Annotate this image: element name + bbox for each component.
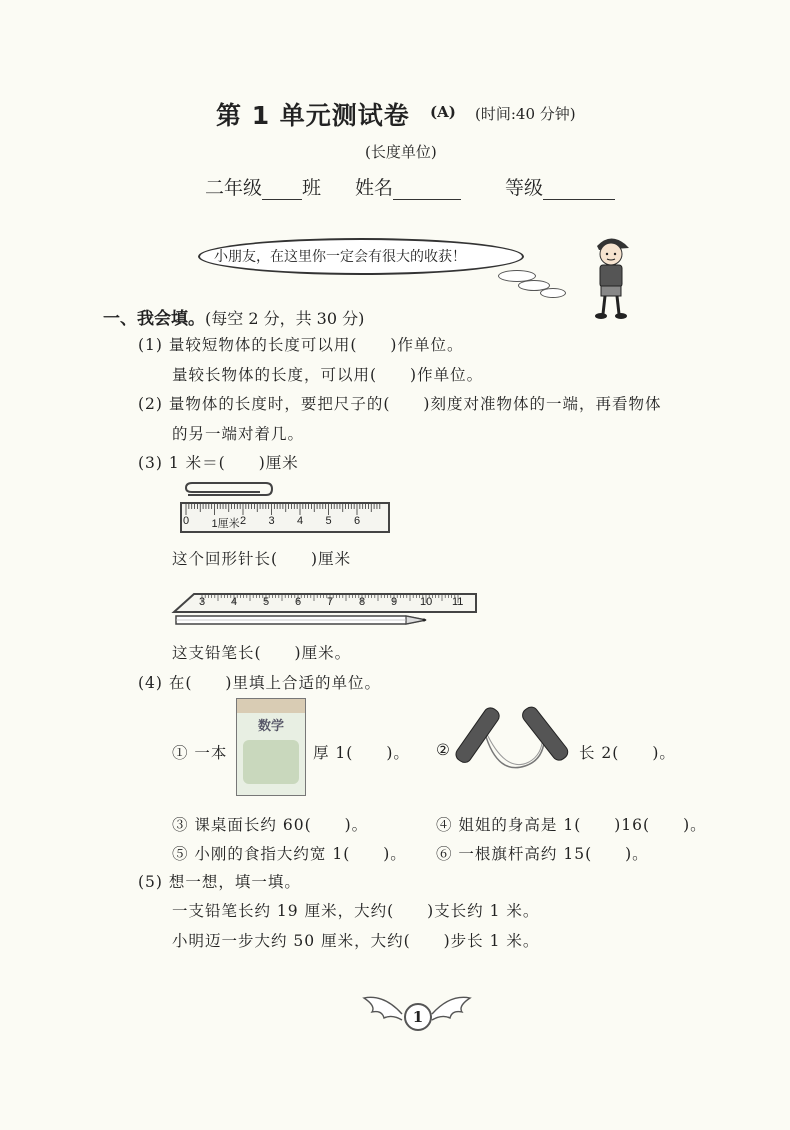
ruler-label: 1厘米 [211, 518, 240, 530]
name-field [355, 173, 461, 200]
ruler-label: 5 [325, 515, 332, 527]
question-2a: (2) 量物体的长度时，要把尺子的( )刻度对准物体的一端，再看物体 [138, 395, 662, 413]
question-5: (5) 想一想，填一填。 [138, 873, 301, 891]
question-4-6: ⑥ 一根旗杆高约 15( )。 [436, 845, 649, 863]
section-title: 一、我会填。 [103, 309, 205, 329]
ruler2-label: 5 [263, 596, 270, 608]
page-subtitle: (长度单位) [365, 143, 437, 161]
class-blank[interactable] [262, 181, 302, 200]
ruler2-label: 9 [391, 596, 398, 608]
clip-question: 这个回形针长( )厘米 [172, 550, 352, 568]
ruler2-label: 4 [231, 596, 238, 608]
class-label: 班 [302, 177, 322, 199]
question-4-2-pre: ② [436, 741, 451, 759]
page-number: 1 [404, 1003, 432, 1031]
question-4-3: ③ 课桌面长约 60( )。 [172, 816, 369, 834]
thought-cloud-icon [540, 288, 566, 298]
question-4: (4) 在( )里填上合适的单位。 [138, 674, 381, 692]
test-variant: (A) [430, 103, 456, 121]
ruler-label: 2 [240, 515, 247, 527]
section-heading [103, 304, 364, 329]
ruler-labels [180, 515, 390, 529]
speech-bubble-text: 小朋友，在这里你一定会有很大的收获！ [214, 249, 466, 265]
level-field [505, 173, 615, 200]
jump-rope-icon [455, 696, 575, 782]
ruler2-label: 8 [359, 596, 366, 608]
ruler2-label: 11 [452, 596, 464, 608]
ruler-label: 6 [354, 515, 361, 527]
question-4-1-post: 厚 1( )。 [313, 744, 410, 762]
question-5b: 小明迈一步大约 50 厘米，大约( )步长 1 米。 [172, 932, 540, 950]
paperclip-icon [182, 477, 277, 503]
ruler2-label: 7 [327, 596, 334, 608]
page-title: 第 1 单元测试卷 [216, 101, 410, 130]
question-3: (3) 1 米＝( )厘米 [138, 454, 299, 472]
ruler2-labels [170, 596, 482, 610]
question-4-1-pre: ① 一本 [172, 744, 228, 762]
score-note: (每空 2 分，共 30 分) [205, 309, 365, 328]
name-blank[interactable] [393, 181, 461, 200]
test-time: (时间:40 分钟) [475, 105, 576, 123]
level-blank[interactable] [543, 181, 615, 200]
ruler2-label: 3 [199, 596, 206, 608]
grade-field [205, 173, 321, 200]
question-4-2-post: 长 2( )。 [579, 744, 676, 762]
ruler2-label: 10 [420, 596, 433, 608]
level-label: 等级 [505, 177, 544, 199]
question-2b: 的另一端对着几。 [172, 425, 305, 443]
ruler-label: 3 [268, 515, 275, 527]
ruler-label: 4 [297, 515, 304, 527]
ruler-label: 0 [183, 515, 190, 527]
question-1a: (1) 量较短物体的长度可以用( )作单位。 [138, 336, 464, 354]
name-label: 姓名 [355, 177, 394, 199]
pencil-question: 这支铅笔长( )厘米。 [172, 644, 352, 662]
question-4-5: ⑤ 小刚的食指大约宽 1( )。 [172, 845, 407, 863]
question-5a: 一支铅笔长约 19 厘米，大约( )支长约 1 米。 [172, 902, 540, 920]
boy-cartoon-icon [585, 232, 635, 322]
question-4-4: ④ 姐姐的身高是 1( )16( )。 [436, 816, 707, 834]
math-book-image [236, 698, 306, 796]
math-book-title: 数学 [257, 719, 284, 734]
ruler2-label: 6 [295, 596, 302, 608]
question-1b: 量较长物体的长度，可以用( )作单位。 [172, 366, 484, 384]
grade-label: 二年级 [205, 177, 263, 199]
